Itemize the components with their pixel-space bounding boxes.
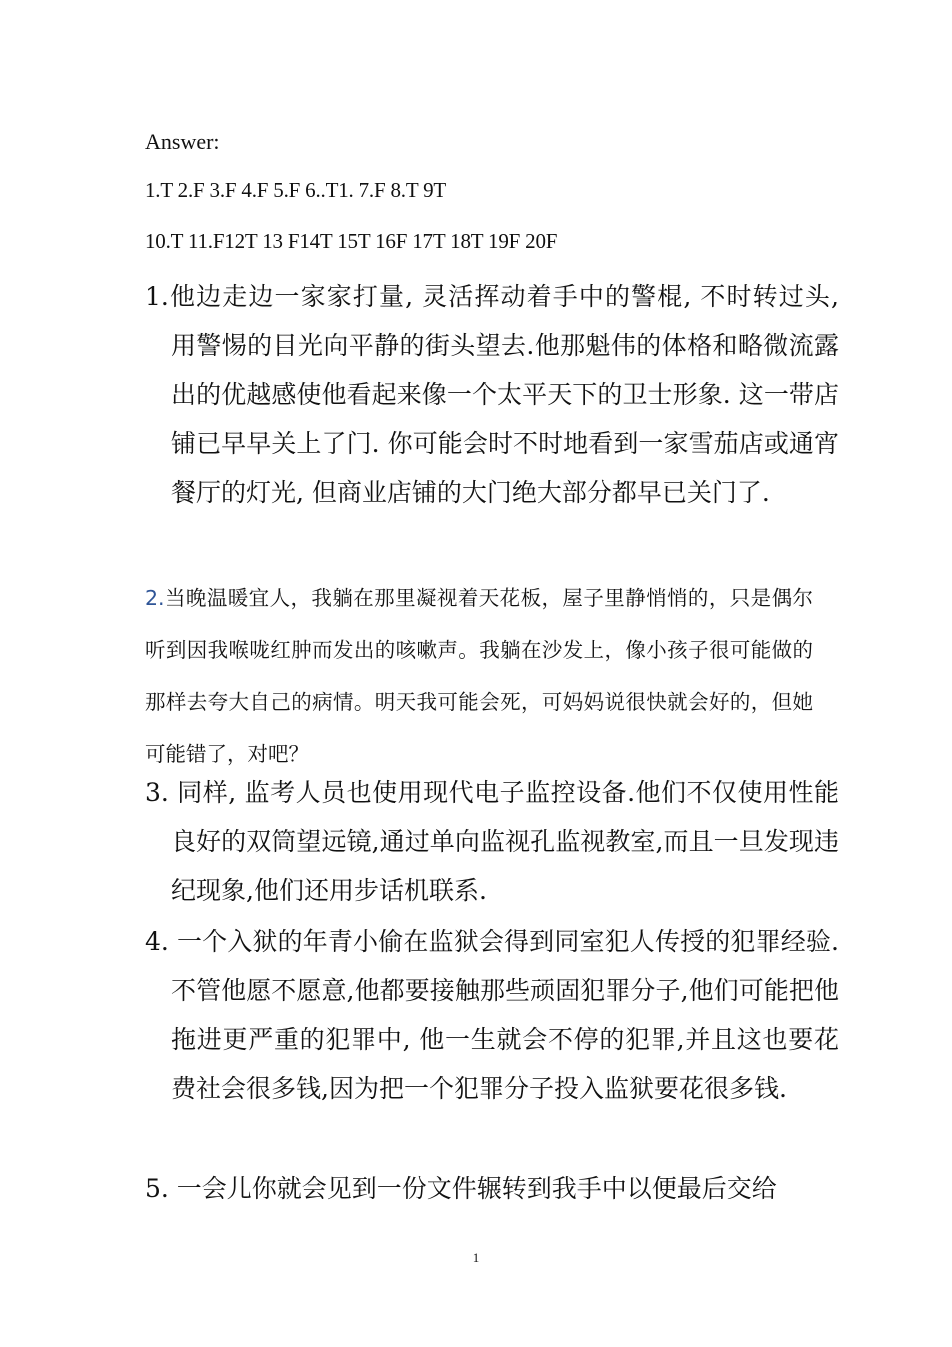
paragraph-2-text: 当晚温暖宜人，我躺在那里凝视着天花板，屋子里静悄悄的，只是偶尔听到因我喉咙红肿而发出的咳嗽声。我躺在沙发上，像小孩子很可能做的那样去夸大自己的病情。明天我可能会死，可妈妈说很快就会好的，但她可能错了，对吧？ <box>145 586 813 766</box>
translation-paragraph-5: 5. 一会儿你就会见到一份文件辗转到我手中以便最后交给 <box>145 1174 777 1203</box>
translation-paragraph-2 <box>145 572 813 780</box>
translation-paragraph-4: 4. 一个入狱的年青小偷在监狱会得到同室犯人传授的犯罪经验.不管他愿不愿意,他都要接触那些顽固犯罪分子,他们可能把他拖进更严重的犯罪中, 他一生就会不停的犯罪,并且这也要花费社会很多钱,因为把一个犯罪分子投入监狱要花很多钱. <box>145 927 839 1103</box>
translation-paragraph-3: 3. 同样, 监考人员也使用现代电子监控设备.他们不仅使用性能良好的双筒望远镜,通过单向监视孔监视教室,而且一旦发现违纪现象,他们还用步话机联系. <box>145 778 839 905</box>
answer-heading: Answer: <box>145 129 220 154</box>
answer-key-line-2: 10.T 11.F12T 13 F14T 15T 16F 17T 18T 19F 20F <box>145 229 558 253</box>
translation-paragraph-1: 1.他边走边一家家打量, 灵活挥动着手中的警棍, 不时转过头, 用警惕的目光向平静的街头望去.他那魁伟的体格和略微流露出的优越感使他看起来像一个太平天下的卫士形象. 这一带店铺已早早关上了门. 你可能会时不时地看到一家雪茄店或通宵餐厅的灯光, 但商业店铺的大门绝大部分都早已关门了. <box>145 282 839 507</box>
answer-key-line-1: 1.T 2.F 3.F 4.F 5.F 6..T1. 7.F 8.T 9T <box>145 178 447 202</box>
paragraph-2-number: 2. <box>145 586 165 610</box>
page-number: 1 <box>472 1250 480 1265</box>
